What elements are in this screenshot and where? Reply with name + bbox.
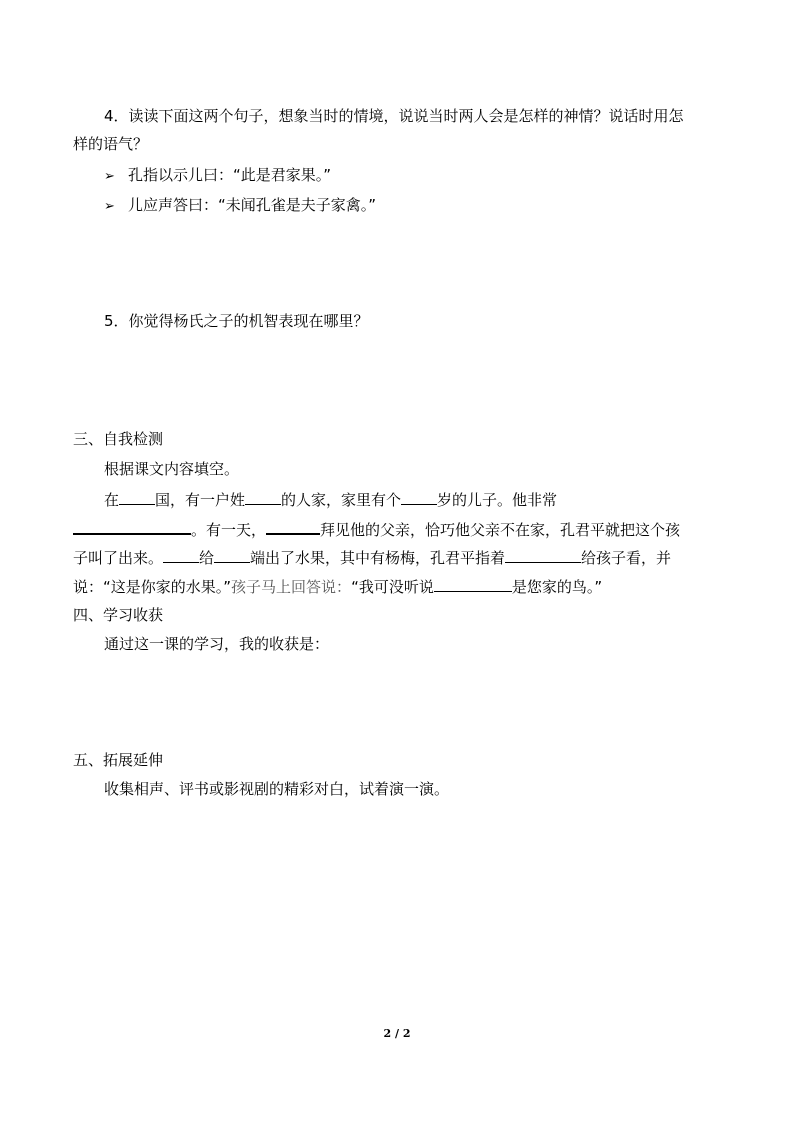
blank-bird[interactable] (434, 576, 512, 592)
question-4-line-2: 样的语气？ (73, 135, 149, 153)
fill-text: 说：“这是你家的水果。” (73, 578, 232, 596)
arrow-bullet-icon: ➢ (104, 169, 115, 184)
fill-text: 孩子马上回答说： (231, 578, 352, 596)
fill-text: “我可没听说 (351, 578, 434, 596)
fill-text: 端出了水果，其中有杨梅，孔君平指着 (250, 549, 506, 567)
section-4-text: 通过这一课的学习，我的收获是： (104, 635, 330, 653)
fill-line-1 (104, 489, 557, 510)
fill-text: 子叫了出来。 (73, 549, 164, 567)
page-number: 2 / 2 (383, 1027, 411, 1040)
section-5-text: 收集相声、评书或影视剧的精彩对白，试着演一演。 (104, 780, 450, 798)
section-3-instruction: 根据课文内容填空。 (104, 460, 240, 478)
bullet-item-1 (104, 165, 331, 187)
bullet-text: 儿应声答曰：“未闻孔雀是夫子家禽。” (128, 196, 377, 214)
fill-text: 国，有一户姓 (155, 491, 246, 509)
fill-text: 拜见他的父亲，恰巧他父亲不在家，孔君平就把这个孩 (320, 521, 681, 539)
blank-surname[interactable] (245, 489, 281, 505)
fill-line-3 (73, 547, 671, 568)
section-5-heading: 五、拓展延伸 (73, 751, 164, 769)
fill-text: 是您家的鸟。” (511, 578, 603, 596)
arrow-bullet-icon: ➢ (104, 199, 115, 214)
blank-country[interactable] (119, 489, 155, 505)
fill-line-4 (73, 576, 602, 597)
blank-age[interactable] (401, 489, 437, 505)
fill-text: 给 (199, 549, 215, 567)
question-4-line-1: 4．读读下面这两个句子，想象当时的情境，说说当时两人会是怎样的神情？说话时用怎 (104, 107, 684, 125)
fill-text: 的人家，家里有个 (281, 491, 402, 509)
section-4-heading: 四、学习收获 (73, 606, 164, 624)
fill-text: 。有一天， (191, 521, 267, 539)
section-3-heading: 三、自我检测 (73, 430, 164, 448)
bullet-item-2 (104, 195, 376, 217)
fill-text: 给孩子看，并 (581, 549, 672, 567)
blank-fruit[interactable] (505, 547, 581, 563)
blank-trait[interactable] (73, 518, 191, 535)
fill-text: 在 (104, 491, 120, 509)
blank-visitor[interactable] (266, 518, 320, 535)
blank-who[interactable] (163, 547, 199, 563)
fill-line-2 (73, 518, 680, 540)
blank-whom[interactable] (214, 547, 250, 563)
question-5: 5．你觉得杨氏之子的机智表现在哪里？ (104, 312, 369, 330)
bullet-text: 孔指以示儿曰：“此是君家果。” (128, 166, 332, 184)
fill-text: 岁的儿子。他非常 (437, 491, 558, 509)
